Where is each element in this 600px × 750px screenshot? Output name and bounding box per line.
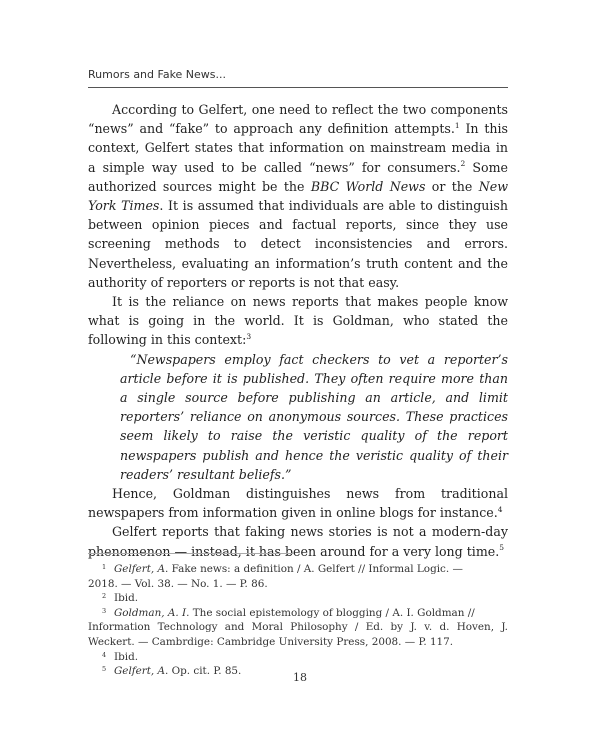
p1-text-e: . It is assumed that individuals are able to distinguish between opinion pieces and factual reports, since they use screening methods to detect inconsistencies and errors. Nevertheless, evaluating an information’s truth content and the authority of reporters or reports is not that easy. [88, 198, 509, 290]
footnote-author: Goldman, A. I. [114, 606, 190, 619]
page-number: 18 [293, 671, 307, 684]
footnote-ref-2: 2 [460, 158, 466, 168]
footnote-text: The social epistemology of blogging / A. I. Goldman // [189, 606, 475, 619]
footnote-number: 1 [102, 563, 107, 571]
p3-text: Hence, Goldman distinguishes news from traditional newspapers from information given in online blogs for instance. [88, 486, 508, 521]
running-header: Rumors and Fake News... [88, 68, 227, 81]
footnote-author: Gelfert, A. [114, 665, 169, 678]
p1-text-c: Some authorized sources might be the [88, 159, 508, 194]
footnote-text: Op. cit. P. 85. [168, 665, 242, 678]
footnote-rule [88, 553, 294, 554]
footnote-ref-5: 5 [499, 542, 505, 552]
footnote-text: Ibid. [114, 650, 139, 663]
footnotes [88, 562, 508, 679]
p1-text-a: According to Gelfert, one need to reflect the two components “news” and “fake” to approach any definition attempts. [88, 102, 508, 137]
body-text [88, 100, 508, 561]
paragraph-1 [88, 100, 508, 292]
footnote-ref-4: 4 [497, 504, 503, 514]
footnote-continuation: Information Technology and Moral Philosophy / Ed. by J. v. d. Hoven, J. Weckert. — Cambrdige: Cambridge University Press, 2008. — P. 117. [88, 621, 508, 648]
footnote-4 [88, 650, 508, 665]
p2-text: It is the reliance on news reports that makes people know what is going in the world. It is Goldman, who stated the following in this context: [88, 294, 508, 348]
paragraph-3 [88, 484, 508, 522]
footnote-continuation: 2018. — Vol. 38. — No. 1. — P. 86. [88, 577, 268, 590]
footnote-number: 2 [102, 592, 107, 601]
paragraph-4 [88, 522, 508, 560]
footnote-ref-1: 1 [454, 120, 460, 130]
footnote-text: Ibid. [114, 592, 139, 605]
footnote-1 [88, 562, 508, 591]
footnote-number: 3 [102, 606, 107, 615]
p4-text: Gelfert reports that faking news stories is not a modern-day phenomenon — instead, it has been around for a very long time. [88, 524, 508, 559]
footnote-2 [88, 591, 508, 606]
block-quote: “Newspapers employ fact checkers to vet a reporter’s article before it is published. They often require more than a single source before publishing an article, and limit reporters’ reliance on anonymous sources. These practices seem likely to raise the veristic quality of the report newspapers publish and hence the veristic quality of their readers’ resultant beliefs.” [120, 351, 508, 482]
header-rule [88, 87, 508, 88]
p1-italic-bbc: BBC World News [310, 178, 426, 194]
footnote-3 [88, 606, 508, 650]
p1-text-b: In this context, Gelfert states that information on mainstream media in a simple way used to be called “news” for consumers. [88, 121, 508, 175]
footnote-number: 4 [102, 650, 107, 659]
footnote-text: Fake news: a definition / A. Gelfert // Informal Logic. — [168, 563, 463, 575]
footnote-author: Gelfert, A. [114, 563, 169, 575]
footnote-number: 5 [102, 665, 107, 674]
paragraph-2 [88, 292, 508, 350]
p1-text-d: or the [425, 178, 479, 194]
p1-italic-nyt: New York Times [88, 178, 508, 214]
footnote-ref-3: 3 [246, 331, 252, 341]
